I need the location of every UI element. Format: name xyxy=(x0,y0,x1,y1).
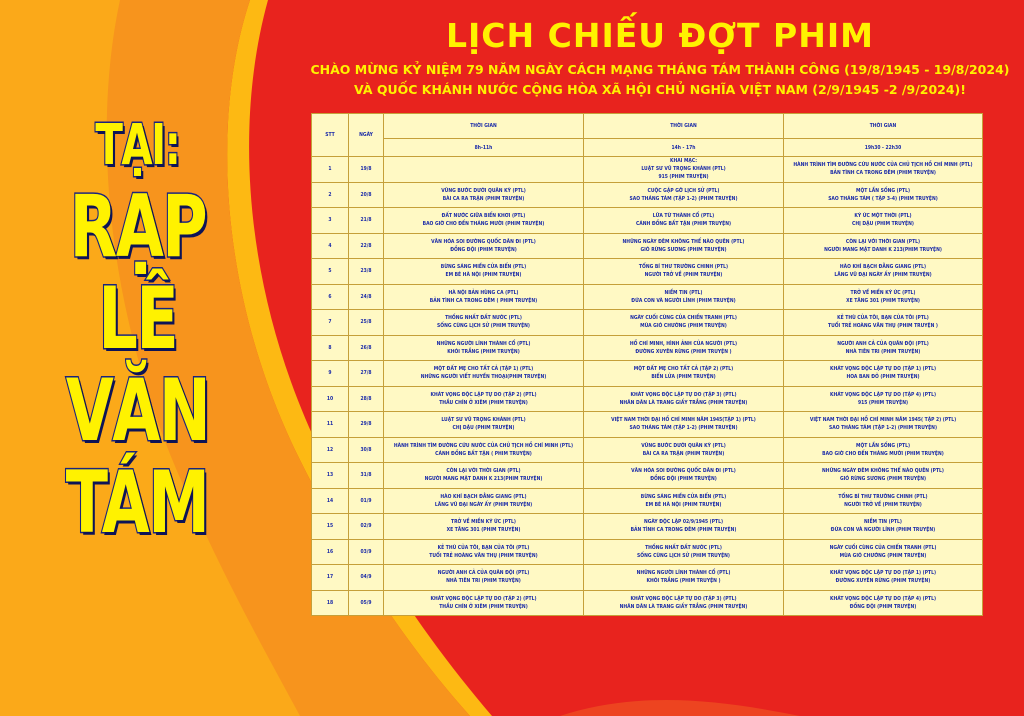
film-title: KHÁT VỌNG ĐỘC LẬP TỰ DO (TẬP 4) (PTL) xyxy=(829,595,937,602)
screening-cell xyxy=(584,488,784,514)
film-title: XE TĂNG 301 (PHIM TRUYỆN) xyxy=(446,527,521,534)
film-title: BAO GIỜ CHO ĐẾN THÁNG MƯỜI (PHIM TRUYỆN) xyxy=(422,221,545,228)
screening-cell xyxy=(784,539,983,565)
screening-cell xyxy=(584,565,784,591)
film-title: LUẬT SƯ VŨ TRỌNG KHÁNH (PTL) xyxy=(641,166,726,173)
screening-cell xyxy=(784,361,983,387)
film-title: NGÀY CUỐI CÙNG CỦA CHIẾN TRANH (PTL) xyxy=(630,315,737,322)
screening-cell xyxy=(384,412,584,438)
table-row xyxy=(312,412,983,438)
screening-cell xyxy=(784,386,983,412)
screening-cell xyxy=(584,259,784,285)
table-row xyxy=(312,463,983,489)
film-title: KHÁT VỌNG ĐỘC LẬP TỰ DO (TẬP 3) (PTL) xyxy=(630,595,737,602)
film-title: SAO THÁNG TÁM (TẬP 1-2) (PHIM TRUYỆN) xyxy=(629,195,738,202)
film-title: NHÀ TIÊN TRI (PHIM TRUYỆN) xyxy=(446,578,521,585)
film-title: THỐNG NHẤT ĐẤT NƯỚC (PTL) xyxy=(445,315,522,322)
film-title: NHỮNG NGÀY ĐÊM KHÔNG THỂ NÀO QUÊN (PTL) xyxy=(622,238,745,245)
row-stt: 1 xyxy=(312,157,349,183)
film-title: 915 (PHIM TRUYỆN) xyxy=(658,174,709,181)
header-time-2: THỜI GIAN xyxy=(584,114,784,139)
film-title: KHÓI TRẮNG (PHIM TRUYỆN ) xyxy=(646,578,721,585)
row-day: 20/8 xyxy=(349,182,384,208)
film-title: VĂN HÓA SOI ĐƯỜNG QUỐC DÂN ĐI (PTL) xyxy=(631,468,736,475)
film-title: NGƯỜI TRỞ VỀ (PHIM TRUYỆN) xyxy=(844,501,922,508)
screening-cell xyxy=(384,182,584,208)
header-slot-morning: 8h-11h xyxy=(384,139,584,157)
film-title: SỐNG CÙNG LỊCH SỬ (PHIM TRUYỆN) xyxy=(637,552,730,559)
film-title: NGƯỜI ANH CẢ CỦA QUÂN ĐỘI (PTL) xyxy=(837,340,929,347)
film-title: VŨNG BƯỚC DƯỚI QUÂN KỲ (PTL) xyxy=(641,442,726,449)
film-title: BẢN TÌNH CA TRONG ĐÊM ( PHIM TRUYỆN) xyxy=(429,297,538,304)
screening-cell xyxy=(584,386,784,412)
film-title: TUỔI TRẺ HOÀNG VĂN THỤ (PHIM TRUYỆN ) xyxy=(828,323,938,330)
table-row xyxy=(312,157,983,183)
row-stt: 7 xyxy=(312,310,349,336)
schedule-table xyxy=(311,113,983,616)
venue-prefix: TẠI: xyxy=(95,113,180,178)
film-title: KẺ THÙ CỦA TÔI, BẠN CỦA TÔI (PTL) xyxy=(837,315,929,322)
row-day: 26/8 xyxy=(349,335,384,361)
film-title: VŨNG BƯỚC DƯỚI QUÂN KỲ (PTL) xyxy=(441,187,526,194)
film-title: HỒ CHÍ MINH, HÌNH ẢNH CỦA NGƯỜI (PTL) xyxy=(629,340,738,347)
film-title: NIỀM TIN (PTL) xyxy=(664,289,703,296)
header-stt: STT xyxy=(312,114,349,157)
row-day: 31/8 xyxy=(349,463,384,489)
film-title: CÒN LẠI VỚI THỜI GIAN (PTL) xyxy=(446,468,521,475)
screening-cell xyxy=(384,361,584,387)
film-title: MỘT LẦN SỐNG (PTL) xyxy=(855,187,911,194)
film-title: KHÓI TRẮNG (PHIM TRUYỆN) xyxy=(447,348,520,355)
film-title: TỔNG BÍ THƯ TRƯỜNG CHINH (PTL) xyxy=(838,493,928,500)
film-title: ĐỒNG ĐỘI (PHIM TRUYỆN) xyxy=(849,603,917,610)
table-row xyxy=(312,310,983,336)
table-row xyxy=(312,590,983,616)
film-title: TRỞ VỀ MIỀN KÝ ỨC (PTL) xyxy=(451,519,516,526)
film-title: NHỮNG NGÀY ĐÊM KHÔNG THỂ NÀO QUÊN (PTL) xyxy=(822,468,944,475)
row-stt: 5 xyxy=(312,259,349,285)
row-stt: 8 xyxy=(312,335,349,361)
screening-cell xyxy=(584,208,784,234)
screening-cell xyxy=(384,284,584,310)
screening-cell xyxy=(784,335,983,361)
table-row xyxy=(312,437,983,463)
row-stt: 11 xyxy=(312,412,349,438)
film-title: KHÁT VỌNG ĐỘC LẬP TỰ DO (TẬP 3) (PTL) xyxy=(630,391,737,398)
venue-side-text xyxy=(0,113,275,678)
film-title: KHAI MẠC: xyxy=(669,158,698,165)
screening-cell xyxy=(784,514,983,540)
film-title: NGƯỜI ANH CẢ CỦA QUÂN ĐỘI (PTL) xyxy=(437,570,530,577)
row-stt: 9 xyxy=(312,361,349,387)
film-title: CÁNH ĐỒNG BẤT TẬN (PHIM TRUYỆN) xyxy=(635,221,732,228)
row-day: 24/8 xyxy=(349,284,384,310)
row-day: 25/8 xyxy=(349,310,384,336)
row-day: 02/9 xyxy=(349,514,384,540)
table-row xyxy=(312,488,983,514)
film-title: NIỀM TIN (PTL) xyxy=(864,519,902,526)
film-title: KÝ ỨC MỘT THỜI (PTL) xyxy=(854,213,912,220)
row-day: 30/8 xyxy=(349,437,384,463)
film-title: ĐỒNG ĐỘI (PHIM TRUYỆN) xyxy=(650,476,717,483)
film-title: MỘT ĐẤT MẸ CHO TẤT CẢ (TẬP 2) (PTL) xyxy=(633,366,734,373)
film-title: 915 (PHIM TRUYỆN) xyxy=(857,399,909,406)
film-title: NHỮNG NGƯỜI VIẾT HUYỀN THOẠI(PHIM TRUYỆN) xyxy=(420,374,547,381)
venue-word-2: LÊ xyxy=(98,269,177,369)
film-title: NHÂN DÂN LÀ TRANG GIẤY TRẮNG (PHIM TRUYỆN) xyxy=(619,399,748,406)
film-title: HÀNH TRÌNH TÌM ĐƯỜNG CỨU NƯỚC CỦA CHỦ TỊCH HỒ CHÍ MINH (PTL) xyxy=(393,442,574,449)
film-title: NHÂN DÂN LÀ TRANG GIẤY TRẮNG (PHIM TRUYỆN) xyxy=(619,603,748,610)
table-row xyxy=(312,233,983,259)
film-title: HÀNH TRÌNH TÌM ĐƯỜNG CỨU NƯỚC CỦA CHỦ TỊCH HỒ CHÍ MINH (PTL) xyxy=(793,162,973,169)
screening-cell xyxy=(584,590,784,616)
table-row xyxy=(312,259,983,285)
film-title: LỮA TỪ THÀNH CỔ (PTL) xyxy=(652,213,715,220)
screening-cell xyxy=(584,361,784,387)
film-title: NGÀY ĐỘC LẬP 02/9/1945 (PTL) xyxy=(643,519,724,526)
table-row xyxy=(312,361,983,387)
film-title: CHỊ DẬU (PHIM TRUYỆN) xyxy=(452,425,515,432)
film-title: THẦU CHÍN Ở XIÊM (PHIM TRUYỆN) xyxy=(439,399,528,406)
screening-cell xyxy=(384,590,584,616)
film-title: BÀI CA RA TRẬN (PHIM TRUYỆN) xyxy=(442,195,525,202)
screening-cell xyxy=(384,259,584,285)
screening-cell xyxy=(384,539,584,565)
subtitle-line-2: VÀ QUỐC KHÁNH NƯỚC CỘNG HÒA XÃ HỘI CHỦ NGHĨA VIỆT NAM (2/9/1945 -2 /9/2024)! xyxy=(354,82,966,97)
screening-cell xyxy=(384,233,584,259)
screening-cell xyxy=(584,310,784,336)
screening-cell xyxy=(784,412,983,438)
film-title: NGÀY CUỐI CÙNG CỦA CHIẾN TRANH (PTL) xyxy=(829,544,937,551)
screening-cell xyxy=(584,233,784,259)
film-title: BẢN TÌNH CA TRONG ĐÊM (PHIM TRUYỆN) xyxy=(630,527,737,534)
film-title: XE TĂNG 301 (PHIM TRUYỆN) xyxy=(846,297,920,304)
row-stt: 2 xyxy=(312,182,349,208)
screening-cell xyxy=(384,565,584,591)
venue-word-1: RẠP xyxy=(69,177,206,277)
film-title: KHÁT VỌNG ĐỘC LẬP TỰ DO (TẬP 1) (PTL) xyxy=(829,570,937,577)
row-stt: 12 xyxy=(312,437,349,463)
table-row xyxy=(312,335,983,361)
screening-cell xyxy=(384,514,584,540)
row-day: 19/8 xyxy=(349,157,384,183)
screening-cell xyxy=(384,386,584,412)
row-day: 05/9 xyxy=(349,590,384,616)
row-stt: 6 xyxy=(312,284,349,310)
film-title: THẦU CHÍN Ở XIÊM (PHIM TRUYỆN) xyxy=(439,603,528,610)
screening-cell xyxy=(584,463,784,489)
screening-cell xyxy=(784,157,983,183)
film-title: CÁNH ĐỒNG BẤT TẬN ( PHIM TRUYỆN) xyxy=(435,450,532,457)
film-title: ĐƯỜNG XUYÊN RỪNG (PHIM TRUYỆN ) xyxy=(635,348,732,355)
film-title: ĐỒNG ĐỘI (PHIM TRUYỆN) xyxy=(450,246,517,253)
page-title: LỊCH CHIẾU ĐỢT PHIM xyxy=(446,16,874,55)
row-stt: 16 xyxy=(312,539,349,565)
screening-cell xyxy=(784,437,983,463)
film-title: VIỆT NAM THỜI ĐẠI HỒ CHÍ MINH NĂM 1945(TẬP 1) (PTL) xyxy=(611,417,756,424)
film-title: ĐỨA CON VÀ NGƯỜI LÍNH (PHIM TRUYỆN) xyxy=(631,297,736,304)
film-title: NHỮNG NGƯỜI LÍNH THÀNH CỔ (PTL) xyxy=(436,340,531,347)
header-day: NGÀY xyxy=(349,114,384,157)
row-day: 28/8 xyxy=(349,386,384,412)
film-title: HÀ NỘI BẢN HÙNG CA (PTL) xyxy=(448,289,519,296)
film-title: KHÁT VỌNG ĐỘC LẬP TỰ DO (TẬP 1) (PTL) xyxy=(829,366,937,373)
table-row xyxy=(312,565,983,591)
film-title: MỘT ĐẤT MẸ CHO TẤT CẢ (TẬP 1) (PTL) xyxy=(433,366,534,373)
row-day: 23/8 xyxy=(349,259,384,285)
header-time-3: THỜI GIAN xyxy=(784,114,983,139)
row-day: 04/9 xyxy=(349,565,384,591)
row-stt: 17 xyxy=(312,565,349,591)
film-title: NGƯỜI TRỞ VỀ (PHIM TRUYỆN) xyxy=(644,272,723,279)
screening-cell xyxy=(584,157,784,183)
row-day: 27/8 xyxy=(349,361,384,387)
screening-cell xyxy=(784,284,983,310)
row-day: 29/8 xyxy=(349,412,384,438)
film-title: TỔNG BÍ THƯ TRƯỜNG CHINH (PTL) xyxy=(638,264,729,271)
screening-cell xyxy=(784,590,983,616)
film-title: EM BÉ HÀ NỘI (PHIM TRUYỆN) xyxy=(645,501,722,508)
film-title: MÙA GIÓ CHƯỚNG (PHIM TRUYỆN) xyxy=(839,552,927,559)
screening-cell xyxy=(384,488,584,514)
film-title: EM BÉ HÀ NỘI (PHIM TRUYỆN) xyxy=(445,272,522,279)
film-title: KHÁT VỌNG ĐỘC LẬP TỰ DO (TẬP 2) (PTL) xyxy=(430,391,537,398)
film-title: NGƯỜI MANG MẬT DANH K 213(PHIM TRUYỆN) xyxy=(824,246,942,253)
row-stt: 4 xyxy=(312,233,349,259)
film-title: BIỂN LỬA (PHIM TRUYỆN) xyxy=(651,374,716,381)
film-title: MÙA GIÓ CHƯỚNG (PHIM TRUYỆN) xyxy=(640,323,727,330)
film-title: LUẬT SƯ VŨ TRỌNG KHÁNH (PTL) xyxy=(441,417,526,424)
row-stt: 10 xyxy=(312,386,349,412)
film-title: BÀI CA RA TRẬN (PHIM TRUYỆN) xyxy=(642,450,725,457)
film-title: BỪNG SÁNG MIỀN CỬA BIỂN (PTL) xyxy=(440,264,527,271)
film-title: GIÓ RỪNG SƯƠNG (PHIM TRUYỆN) xyxy=(640,246,727,253)
film-title: THỐNG NHẤT ĐẤT NƯỚC (PTL) xyxy=(645,544,722,551)
screening-cell xyxy=(384,208,584,234)
row-stt: 18 xyxy=(312,590,349,616)
row-stt: 15 xyxy=(312,514,349,540)
film-title: SAO THÁNG TÁM (TẬP 1-2) (PHIM TRUYỆN) xyxy=(828,425,938,432)
header-time-1: THỜI GIAN xyxy=(384,114,584,139)
header-slot-evening: 19h30 - 22h30 xyxy=(784,139,983,157)
film-title: TRỞ VỀ MIỀN KÝ ỨC (PTL) xyxy=(850,289,916,296)
screening-cell xyxy=(384,157,584,183)
film-title: GIÓ RỪNG SƯƠNG (PHIM TRUYỆN) xyxy=(839,476,927,483)
table-row xyxy=(312,539,983,565)
film-title: CUỘC GẶP GỠ LỊCH SỬ (PTL) xyxy=(647,187,720,194)
screening-cell xyxy=(584,539,784,565)
screening-cell xyxy=(784,310,983,336)
film-title: NHỮNG NGƯỜI LÍNH THÀNH CỔ (PTL) xyxy=(636,570,731,577)
film-title: LÃNG VŨ ĐẠI NGÀY ẤY (PHIM TRUYỆN) xyxy=(434,501,533,508)
screening-cell xyxy=(784,259,983,285)
film-title: BAO GIỜ CHO ĐẾN THÁNG MƯỜI (PHIM TRUYỆN) xyxy=(822,450,944,457)
row-stt: 14 xyxy=(312,488,349,514)
screening-cell xyxy=(584,182,784,208)
film-title: SỐNG CÙNG LỊCH SỬ (PHIM TRUYỆN) xyxy=(437,323,530,330)
screening-cell xyxy=(384,335,584,361)
screening-cell xyxy=(584,437,784,463)
film-title: KHÁT VỌNG ĐỘC LẬP TỰ DO (TẬP 4) (PTL) xyxy=(829,391,937,398)
table-row xyxy=(312,284,983,310)
table-row xyxy=(312,182,983,208)
screening-cell xyxy=(584,284,784,310)
film-title: HÀO KHÍ BẠCH ĐẰNG GIANG (PTL) xyxy=(440,493,527,500)
screening-cell xyxy=(784,565,983,591)
row-stt: 3 xyxy=(312,208,349,234)
film-title: MỘT LẦN SỐNG (PTL) xyxy=(855,442,911,449)
film-title: ĐƯỜNG XUYÊN RỪNG (PHIM TRUYỆN) xyxy=(835,578,931,585)
film-title: CÒN LẠI VỚI THỜI GIAN (PTL) xyxy=(845,238,921,245)
film-title: NGƯỜI MANG MẬT DANH K 213(PHIM TRUYỆN) xyxy=(424,476,543,483)
screening-cell xyxy=(784,463,983,489)
film-title: ĐỨA CON VÀ NGƯỜI LÍNH (PHIM TRUYỆN) xyxy=(830,527,936,534)
screening-cell xyxy=(584,335,784,361)
screening-cell xyxy=(784,208,983,234)
row-day: 22/8 xyxy=(349,233,384,259)
screening-cell xyxy=(784,182,983,208)
film-title: NHÀ TIÊN TRI (PHIM TRUYỆN) xyxy=(845,348,921,355)
film-title: HÀO KHÍ BẠCH ĐẰNG GIANG (PTL) xyxy=(839,264,927,271)
film-title: KHÁT VỌNG ĐỘC LẬP TỰ DO (TẬP 2) (PTL) xyxy=(430,595,537,602)
row-stt: 13 xyxy=(312,463,349,489)
film-title: BỪNG SÁNG MIỀN CỬA BIỂN (PTL) xyxy=(640,493,727,500)
table-row xyxy=(312,514,983,540)
venue-word-4: TÁM xyxy=(66,453,209,553)
film-title: SAO THÁNG TÁM ( TẬP 3-4) (PHIM TRUYỆN) xyxy=(828,195,938,202)
film-title: HOA BAN ĐỎ (PHIM TRUYỆN) xyxy=(846,374,920,381)
subtitle-line-1: CHÀO MỪNG KỶ NIỆM 79 NĂM NGÀY CÁCH MẠNG THÁNG TÁM THÀNH CÔNG (19/8/1945 - 19/8/2024) xyxy=(310,62,1010,77)
screening-cell xyxy=(584,412,784,438)
film-title: CHỊ DẬU (PHIM TRUYỆN) xyxy=(852,221,914,228)
row-day: 21/8 xyxy=(349,208,384,234)
screening-cell xyxy=(384,437,584,463)
screening-cell xyxy=(784,488,983,514)
film-title: BẢN TÌNH CA TRONG ĐÊM (PHIM TRUYỆN) xyxy=(830,170,936,177)
film-title: VIỆT NAM THỜI ĐẠI HỒ CHÍ MINH NĂM 1945( TẬP 2) (PTL) xyxy=(809,417,957,424)
header-slot-afternoon: 14h - 17h xyxy=(584,139,784,157)
film-title: KẺ THÙ CỦA TÔI, BẠN CỦA TÔI (PTL) xyxy=(437,544,530,551)
screening-cell xyxy=(384,310,584,336)
row-day: 03/9 xyxy=(349,539,384,565)
row-day: 01/9 xyxy=(349,488,384,514)
table-row xyxy=(312,386,983,412)
film-title: SAO THÁNG TÁM (TẬP 1-2) (PHIM TRUYỆN) xyxy=(629,425,738,432)
table-row xyxy=(312,208,983,234)
film-title: TUỔI TRẺ HOÀNG VĂN THỤ (PHIM TRUYỆN) xyxy=(429,552,538,559)
screening-cell xyxy=(784,233,983,259)
film-title: ĐẤT NƯỚC GIỮA BIỂN KHƠI (PTL) xyxy=(441,213,526,220)
venue-word-3: VĂN xyxy=(65,361,210,461)
film-title: VĂN HÓA SOI ĐƯỜNG QUỐC DÂN ĐI (PTL) xyxy=(431,238,536,245)
screening-cell xyxy=(584,514,784,540)
screening-cell xyxy=(384,463,584,489)
film-title: LÃNG VŨ ĐẠI NGÀY ẤY (PHIM TRUYỆN) xyxy=(834,272,932,279)
